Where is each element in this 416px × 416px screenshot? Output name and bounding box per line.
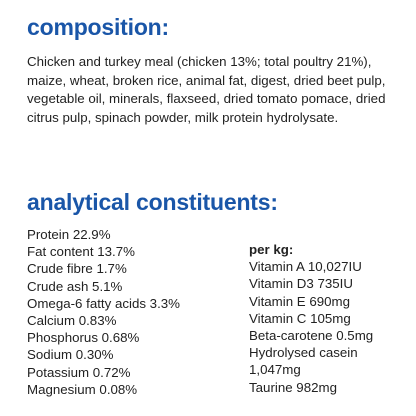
constituent-item: Phosphorus 0.68% — [27, 330, 140, 346]
constituents-left-list — [27, 226, 237, 398]
vitamin-item: Vitamin A 10,027IU — [249, 259, 362, 275]
vitamin-item: Hydrolysed casein — [249, 345, 358, 361]
composition-title: composition: — [27, 14, 169, 40]
analytical-title: analytical constituents: — [27, 189, 278, 215]
constituent-item: Protein 22.9% — [27, 227, 111, 242]
vitamin-item: 1,047mg — [249, 362, 301, 378]
constituent-item: Calcium 0.83% — [27, 313, 117, 329]
constituent-item: Omega-6 fatty acids 3.3% — [27, 295, 180, 311]
vitamin-item: Vitamin D3 735IU — [249, 276, 353, 292]
vitamin-item: Beta-carotene 0.5mg — [249, 328, 374, 344]
composition-section — [27, 13, 389, 127]
constituent-item: Potassium 0.72% — [27, 364, 131, 380]
constituent-item: Crude fibre 1.7% — [27, 261, 127, 277]
constituent-item: Magnesium 0.08% — [27, 381, 138, 397]
analytical-constituents-section — [27, 188, 389, 397]
constituent-item: Crude ash 5.1% — [27, 278, 123, 294]
constituents-right-list — [249, 241, 399, 396]
vitamin-item: Taurine 982mg — [249, 379, 337, 395]
vitamin-item: Vitamin E 690mg — [249, 293, 351, 309]
vitamin-item: Vitamin C 105mg — [249, 310, 351, 326]
constituent-item: Fat content 13.7% — [27, 244, 135, 260]
composition-text: Chicken and turkey meal (chicken 13%; total poultry 21%), maize, wheat, broken rice, animal fat, digest, dried beet pulp, vegetable oil, minerals, flaxseed, dried tomato pomace, dried citrus pulp, spinach powder, milk protein hydrolysate. — [27, 54, 386, 125]
constituent-item: Sodium 0.30% — [27, 347, 114, 363]
per-kg-header: per kg: — [249, 242, 294, 257]
